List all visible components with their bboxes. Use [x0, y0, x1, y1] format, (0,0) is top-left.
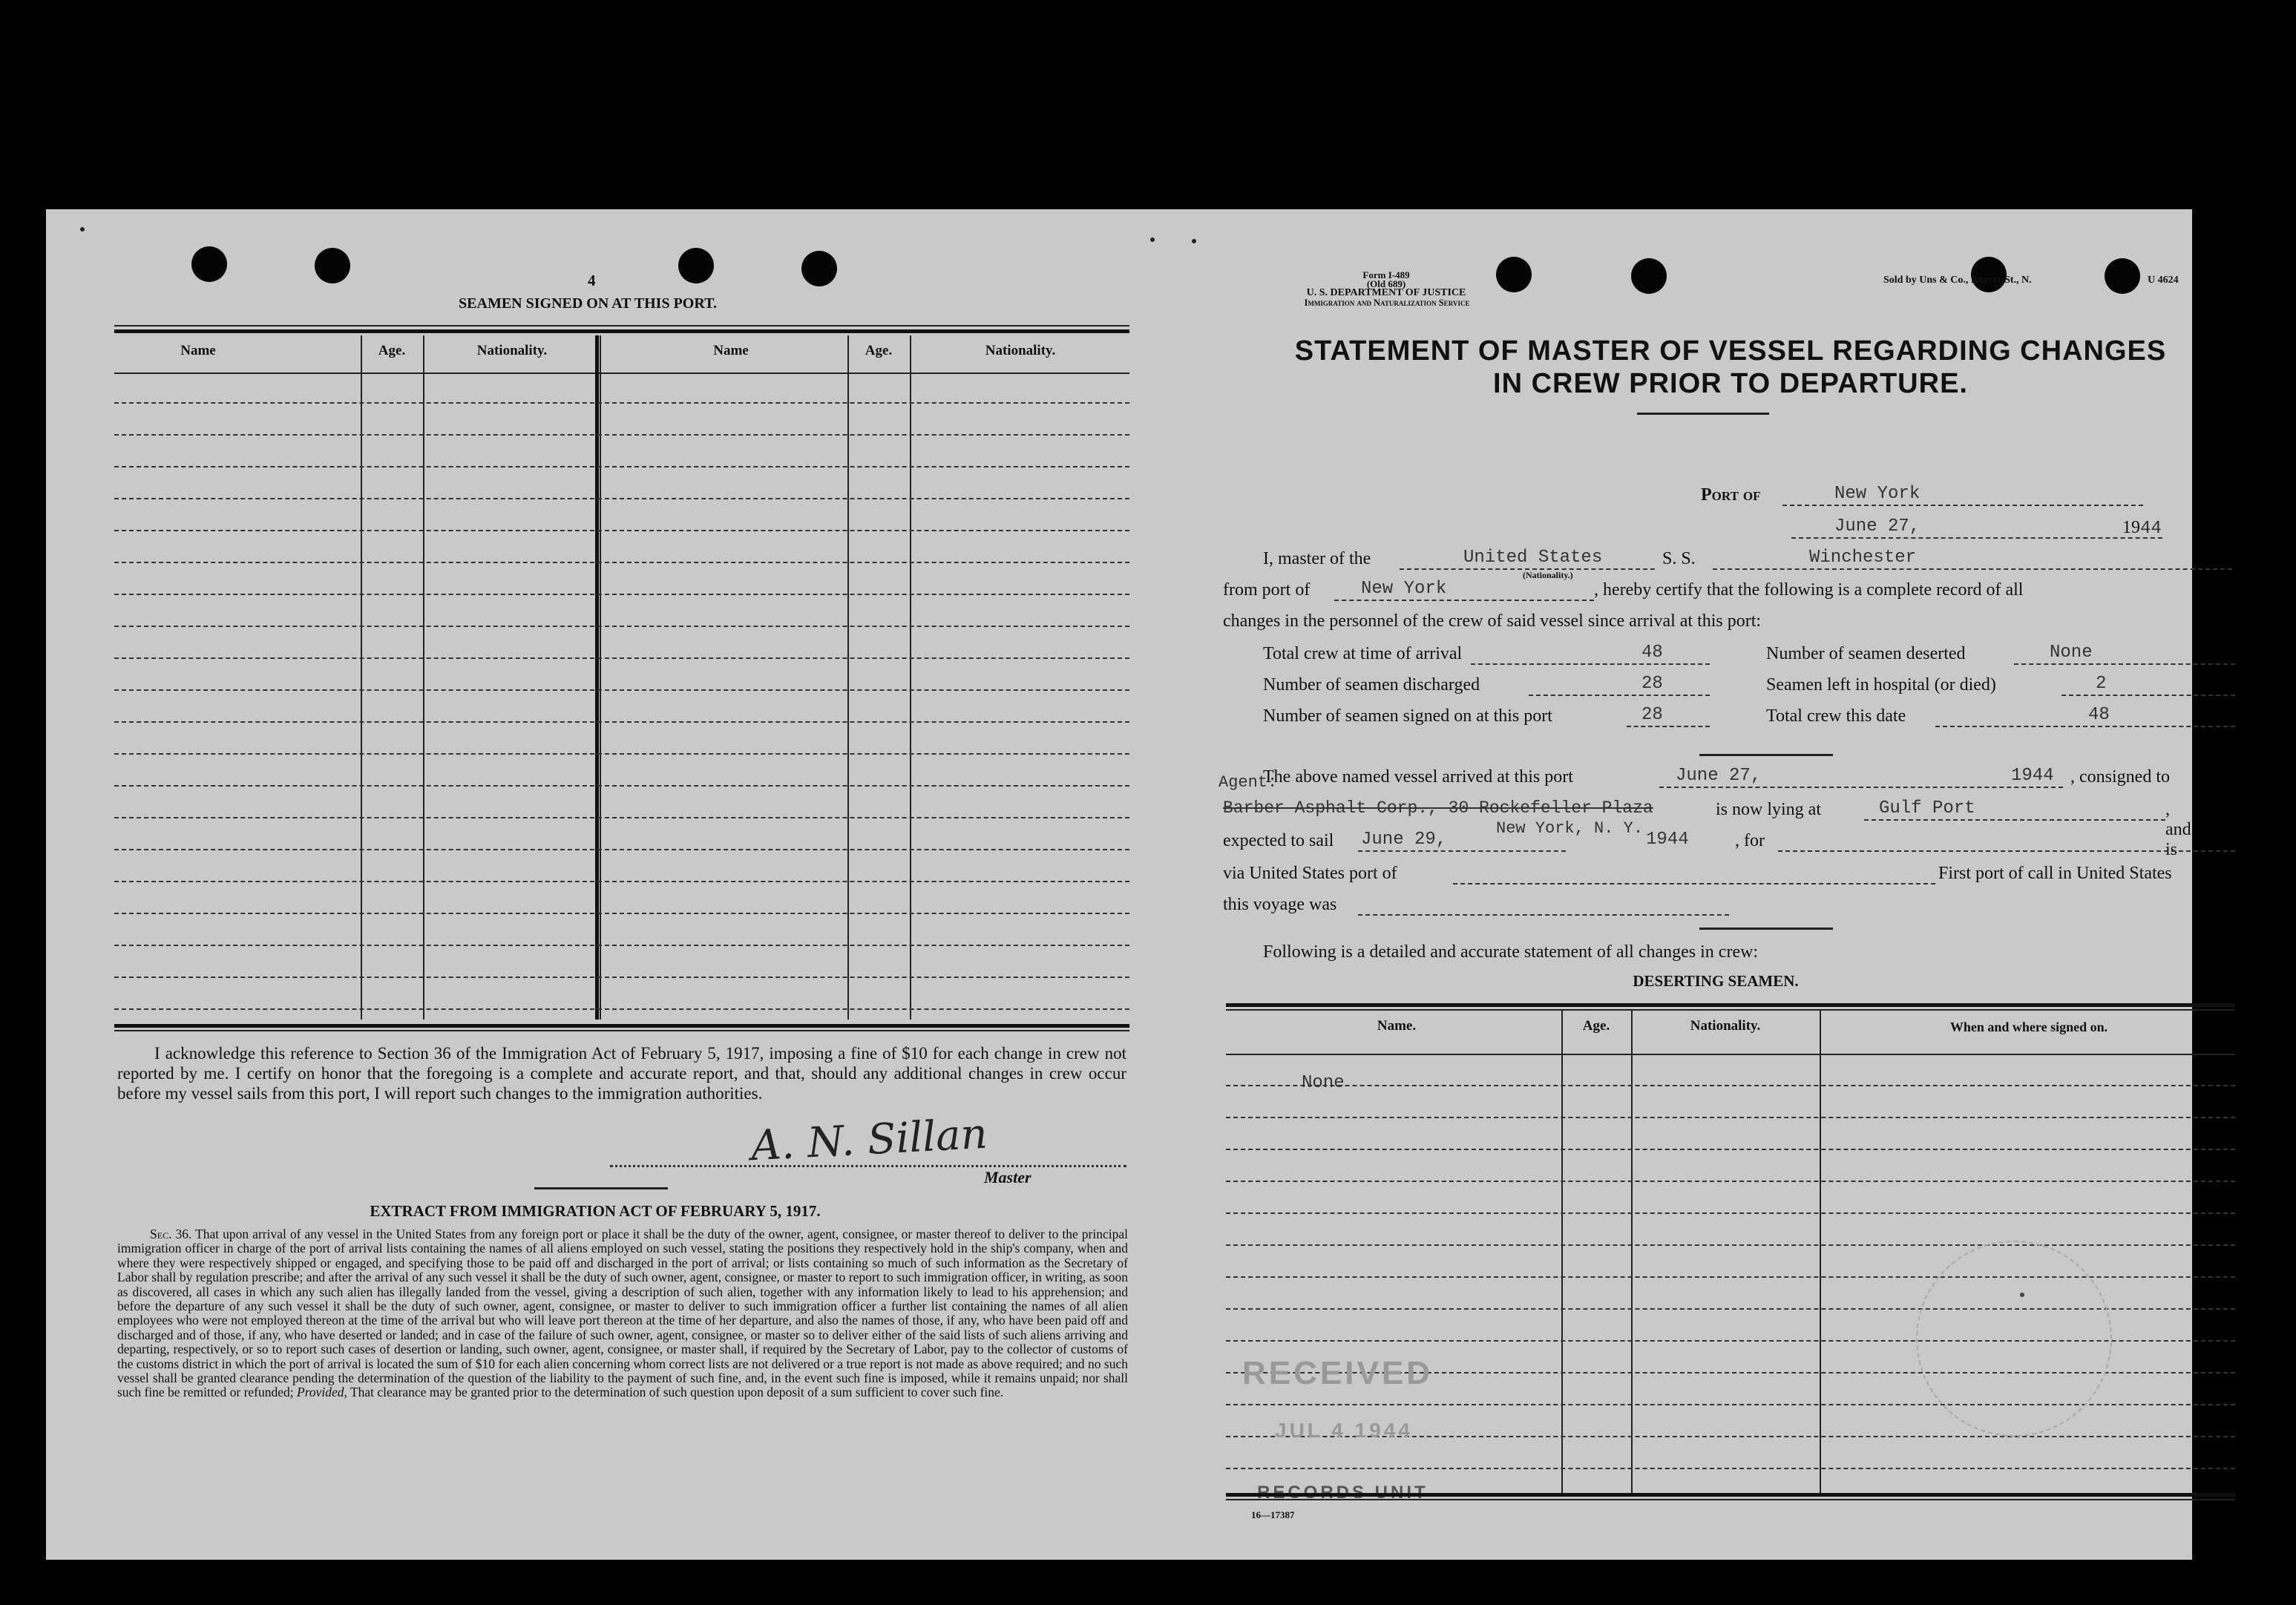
extract-proviso-label: Provided,	[297, 1385, 347, 1400]
department-name: U. S. DEPARTMENT OF JUSTICE	[1306, 287, 1466, 298]
vessel-value: Winchester	[1809, 548, 1917, 568]
stat-line	[1627, 726, 1710, 727]
from-port-label: from port of	[1223, 580, 1311, 600]
from-port-value: New York	[1361, 579, 1447, 599]
expected-date: June 29,	[1361, 830, 1447, 850]
signed-on-value: 28	[1641, 705, 1663, 725]
short-divider	[534, 1187, 668, 1189]
punch-hole	[801, 251, 837, 286]
table-row-line	[114, 753, 1129, 755]
voyage-divider	[1699, 928, 1833, 930]
via-line	[1453, 883, 1935, 884]
table-row-line	[114, 785, 1129, 787]
vessel-line	[1713, 568, 2232, 570]
following-text: Following is a detailed and accurate statement of all changes in crew:	[1263, 942, 1759, 962]
total-crew-date-label: Total crew this date	[1766, 706, 1906, 726]
stat-line	[1935, 726, 2235, 727]
col-divider	[423, 335, 424, 1020]
extract-title: EXTRACT FROM IMMIGRATION ACT OF FEBRUARY 5, 1917.	[370, 1202, 821, 1220]
table-row-line	[114, 881, 1129, 882]
col-divider-thick	[595, 335, 599, 1020]
voyage-label: this voyage was	[1223, 895, 1337, 914]
stat-line	[2014, 663, 2235, 665]
col-age: Age.	[1582, 1018, 1610, 1034]
stats-divider	[1699, 754, 1833, 756]
deserting-header-underline	[1226, 1054, 2235, 1055]
table-row-line	[114, 530, 1129, 531]
lying-at-label: is now lying at	[1716, 800, 1821, 819]
port-of-value: New York	[1834, 484, 1921, 504]
table-top-rule-thick	[114, 329, 1129, 333]
deserting-top-rule	[1226, 1003, 2235, 1007]
col-nationality-1: Nationality.	[476, 343, 548, 358]
master-label: Master	[984, 1168, 1031, 1186]
deserted-value: None	[2050, 643, 2093, 663]
table-row-line	[114, 913, 1129, 914]
col-divider	[1561, 1011, 1563, 1493]
expected-label: expected to sail	[1223, 831, 1334, 850]
table-row-line	[1226, 1244, 2235, 1246]
received-stamp-date: JUL 4 1944	[1275, 1419, 1413, 1442]
table-row-line	[114, 594, 1129, 595]
for-line	[1778, 850, 2235, 852]
table-row-line	[114, 1008, 1129, 1010]
date-line	[1791, 537, 2162, 539]
statement-title-line1: STATEMENT OF MASTER OF VESSEL REGARDING CHANGES	[1294, 335, 2167, 367]
discharged-label: Number of seamen discharged	[1263, 675, 1480, 695]
changes-text: changes in the personnel of the crew of said vessel since arrival at this port:	[1223, 611, 1762, 631]
received-stamp: RECEIVED	[1242, 1355, 1433, 1391]
via-label: via United States port of	[1223, 864, 1397, 883]
table-row-line	[114, 626, 1129, 627]
table-row-line	[114, 977, 1129, 978]
table-bottom-rule-thin	[114, 1030, 1129, 1031]
total-crew-arrival-value: 48	[1641, 643, 1663, 663]
extract-proviso-text: That clearance may be granted prior to the determination of such question upon deposit of a sum sufficient to cover such fine.	[350, 1385, 1004, 1400]
table-row-line	[114, 817, 1129, 818]
col-name-2: Name	[713, 343, 749, 358]
expected-line	[1358, 850, 1566, 852]
voyage-line	[1358, 914, 1729, 916]
printer-credit: Sold by Uns & Co., Beaver St., N.	[1883, 275, 2032, 286]
lying-at-value: Gulf Port	[1879, 798, 1975, 818]
hospital-value: 2	[2096, 674, 2107, 694]
consigned-text: , consigned to	[2070, 767, 2170, 787]
table-row-line	[114, 434, 1129, 436]
signature-line	[610, 1165, 1126, 1167]
hospital-label: Seamen left in hospital (or died)	[1766, 675, 1996, 695]
punch-hole	[191, 246, 227, 282]
table-row-line	[114, 945, 1129, 946]
speck	[1150, 237, 1155, 242]
lying-at-line	[1864, 819, 2165, 821]
for-label: , for	[1735, 831, 1765, 850]
table-bottom-rule	[114, 1024, 1129, 1028]
certify-text: , hereby certify that the following is a complete record of all	[1594, 580, 2024, 600]
deserted-label: Number of seamen deserted	[1766, 644, 1966, 663]
acknowledgment-text: I acknowledge this reference to Section 36 of the Immigration Act of February 5, 1917, imposing a fine of $10 for each change in crew not reported by me. I certify on honor that the foregoing is a complete and accurate report, and that, should any additional changes in crew occur before my vessel sails from this port, I will report such changes to the immigration authorities.	[117, 1044, 1126, 1103]
table-row-line	[114, 498, 1129, 499]
table-top-rule	[114, 325, 1129, 326]
consignee-value: Barber Asphalt Corp., 30 Rockefeller Plaza	[1223, 798, 1653, 818]
form-sheet	[46, 209, 2192, 1560]
punch-hole	[2105, 258, 2140, 294]
from-port-line	[1334, 600, 1594, 601]
arrived-year: 1944	[2011, 766, 2054, 786]
col-nationality-2: Nationality.	[985, 343, 1056, 358]
col-age-1: Age.	[378, 343, 406, 358]
extract-section-text: That upon arrival of any vessel in the United States from any foreign port or place it shall be the duty of the owner, agent, consignee, or master thereof to deliver to the principal immigration officer in charge of the port of arrival lists containing the names of all aliens employed on such vessel, stating the positions they respectively hold in the ship's company, when and where they were respectively shipped or engaged, and specifying those to be paid off and discharged in the port of arrival; or lists containing so much of such information as the Secretary of Labor shall by regulation prescribe; and after the arrival of any such vessel it shall be the duty of such owner, agent, consignee, or master to report to such immigration officer, in writing, as soon as discovered, all cases in which any such alien has illegally landed from the vessel, giving a description of such alien, together with any information likely to lead to his apprehension; and before the departure of any such vessel it shall be the duty of such owner, agent, consignee, or master to deliver to such immigration officer a further list containing the names of all alien employees who were not employed thereon at the time of the arrival but who will leave port thereon at the time of her departure, and also the names of those, if any, who have been paid off and discharged and of those, if any, who have deserted or landed; and in case of the failure of such owner, agent, consignee, or master so to deliver either of the said lists of such aliens arriving and departing, respectively, or so to report such cases of desertion or landing, such owner, agent, consignee, or master shall, if required by the Secretary of Labor, pay to the collector of customs of the customs district in which the port of arrival is located the sum of $10 for each alien concerning whom correct lists are not delivered or a true report is not made as above required; and no such vessel shall be granted clearance pending the determination of the question of the liability to the payment of such fine, and, in the event such fine is imposed, while it remains unpaid; nor shall such fine be remitted or refunded;	[117, 1227, 1128, 1400]
service-name: Immigration and Naturalization Service	[1304, 298, 1470, 308]
stat-line	[1529, 695, 1710, 696]
total-crew-arrival-label: Total crew at time of arrival	[1263, 644, 1463, 663]
punch-hole	[678, 248, 714, 283]
arrived-line	[1659, 787, 2063, 788]
total-crew-date-value: 48	[2088, 705, 2110, 725]
and-is-text: , and is	[2165, 800, 2191, 859]
year-value: 44	[2140, 519, 2162, 539]
table-row-line	[1226, 1149, 2235, 1150]
table-row-line	[114, 689, 1129, 691]
table-row-line	[1226, 1085, 2235, 1086]
nationality-caption: (Nationality.)	[1523, 570, 1573, 580]
port-of-label: Port of	[1701, 485, 1761, 505]
col-divider	[847, 335, 849, 1020]
records-unit-stamp: RECORDS UNIT	[1257, 1483, 1429, 1503]
ss-label: S. S.	[1662, 549, 1696, 568]
form-code: U 4624	[2148, 275, 2179, 286]
form-number: Form I-489	[1362, 269, 1410, 280]
stat-line	[2062, 695, 2235, 696]
first-port-label: First port of call in United States	[1938, 864, 2172, 883]
table-row-line	[1226, 1117, 2235, 1118]
col-age-2: Age.	[865, 343, 893, 358]
nationality-value: United States	[1463, 548, 1603, 568]
year-prefix-text: 19	[2122, 518, 2140, 537]
col-name: Name.	[1377, 1018, 1417, 1034]
punch-hole	[315, 248, 350, 283]
form-old-number: (Old 689)	[1366, 278, 1406, 289]
col-divider	[1820, 1011, 1821, 1493]
col-nationality: Nationality.	[1690, 1018, 1761, 1034]
deserting-top-rule-thin	[1226, 1009, 2235, 1011]
punch-hole	[1631, 258, 1667, 294]
agent-label: Agent:	[1218, 773, 1278, 792]
first-entry: None	[1302, 1073, 1345, 1093]
consignee-city: New York, N. Y.	[1496, 819, 1644, 838]
master-of-label: I, master of the	[1263, 549, 1371, 568]
arrived-date: June 27,	[1676, 766, 1762, 786]
table-row-line	[114, 562, 1129, 563]
col-divider	[1631, 1011, 1633, 1493]
port-of-line	[1782, 505, 2143, 506]
table-row-line	[114, 402, 1129, 404]
statement-title-line2: IN CREW PRIOR TO DEPARTURE.	[1493, 368, 1968, 399]
col-signed-on: When and where signed on.	[1949, 1020, 2108, 1034]
table-row-line	[114, 657, 1129, 659]
deserting-title: DESERTING SEAMEN.	[1633, 972, 1799, 990]
expected-year: 1944	[1646, 830, 1689, 850]
deserting-bottom-rule	[1226, 1493, 2235, 1497]
table-row-line	[1226, 1181, 2235, 1182]
col-divider	[361, 335, 362, 1020]
faint-circle-stamp	[1916, 1241, 2112, 1437]
stat-line	[1471, 663, 1710, 665]
date-value: June 27,	[1834, 516, 1921, 536]
table-row-line	[1226, 1468, 2235, 1469]
master-signature: A. N. Sillan	[750, 1109, 989, 1171]
table-row-line	[114, 466, 1129, 467]
arrived-text: The above named vessel arrived at this port	[1263, 767, 1573, 787]
page-number: 4	[588, 272, 596, 289]
table-row-line	[114, 849, 1129, 850]
speck	[80, 227, 85, 232]
header-underline	[114, 372, 1129, 374]
signed-on-title: SEAMEN SIGNED ON AT THIS PORT.	[459, 295, 717, 312]
deserting-bottom-rule-thin	[1226, 1499, 2235, 1500]
title-underline	[1637, 413, 1769, 415]
extract-section-label: Sec. 36.	[150, 1227, 192, 1241]
year-prefix	[2122, 518, 2162, 539]
extract-body	[117, 1227, 1128, 1400]
signed-on-label: Number of seamen signed on at this port	[1263, 706, 1552, 726]
table-row-line	[1226, 1212, 2235, 1214]
discharged-value: 28	[1641, 674, 1663, 694]
col-divider	[910, 335, 911, 1020]
print-code: 16—17387	[1251, 1509, 1295, 1520]
speck	[2020, 1293, 2024, 1297]
col-name-1: Name	[180, 343, 216, 358]
table-row-line	[114, 721, 1129, 723]
speck	[1192, 239, 1196, 243]
col-divider	[600, 335, 601, 1020]
